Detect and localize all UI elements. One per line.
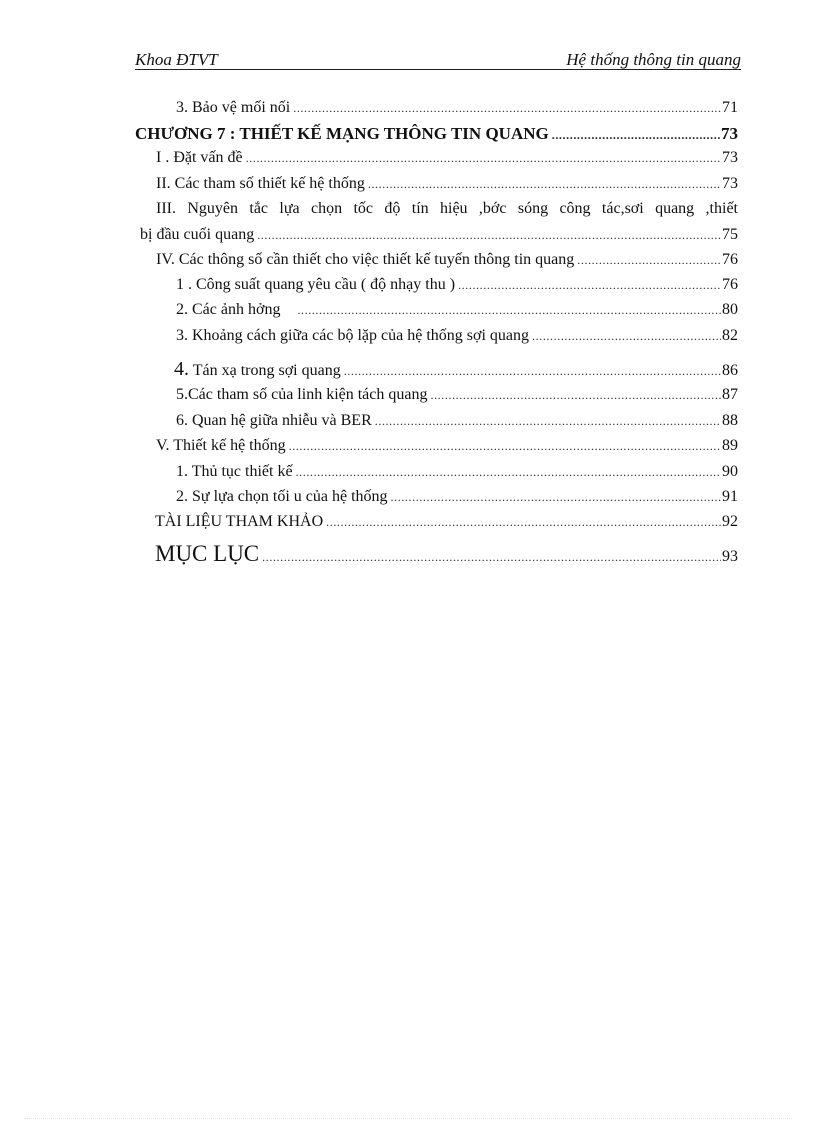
dot-leader xyxy=(368,177,721,192)
toc-entry-title: I . Đặt vấn đề xyxy=(156,149,243,166)
toc-entry[interactable] xyxy=(155,541,738,567)
dot-leader xyxy=(257,228,721,243)
dot-leader xyxy=(262,550,721,565)
toc-entry[interactable] xyxy=(176,99,738,117)
toc-entry-page: 87 xyxy=(722,386,738,403)
toc-entry-page: 76 xyxy=(722,251,738,268)
toc-entry-page: 93 xyxy=(722,548,738,565)
toc-entry[interactable] xyxy=(156,149,738,167)
toc-entry[interactable] xyxy=(176,327,738,345)
toc-entry-page: 82 xyxy=(722,327,738,344)
dot-leader xyxy=(297,303,721,318)
toc-entry[interactable] xyxy=(156,437,738,455)
toc-entry-page: 91 xyxy=(722,488,738,505)
toc-entry-page: 71 xyxy=(722,99,738,116)
toc-entry[interactable] xyxy=(156,175,738,193)
dot-leader xyxy=(577,253,721,268)
toc-entry-page: 86 xyxy=(722,362,738,379)
toc-entry-page: 80 xyxy=(722,301,738,318)
toc-entry-wrapped-line[interactable]: III. Nguyên tắc lựa chọn tốc độ tín hiệu ,bớc sóng công tác,sơi quang ,thiết xyxy=(156,200,738,217)
dot-leader xyxy=(344,364,721,379)
toc-entry-page: 76 xyxy=(722,276,738,293)
toc-entry[interactable] xyxy=(176,488,738,506)
toc-entry-title: 3. Khoảng cách giữa các bộ lặp của hệ thống sợi quang xyxy=(176,327,530,344)
toc-entry[interactable] xyxy=(156,251,738,269)
toc-entry[interactable] xyxy=(140,226,738,244)
toc-entry-title: 2. Sự lựa chọn tối u của hệ thống xyxy=(176,488,388,505)
dot-leader xyxy=(532,329,721,344)
toc-entry-title: IV. Các thông số cần thiết cho việc thiết kế tuyến thông tin quang xyxy=(156,251,575,268)
toc-entry-page: 92 xyxy=(722,513,738,530)
toc-entry-title: bị đầu cuối quang xyxy=(140,226,255,243)
dot-leader xyxy=(296,465,721,480)
toc-entry-title: MỤC LỤC xyxy=(155,541,260,566)
dot-leader xyxy=(552,128,720,143)
toc-entry-page: 75 xyxy=(722,226,738,243)
page-bottom-rule xyxy=(24,1118,792,1120)
toc-entry-title: 1 . Công suất quang yêu cầu ( độ nhạy thu ) xyxy=(176,276,456,293)
toc-entry[interactable] xyxy=(174,358,738,381)
toc-entry-page: 73 xyxy=(722,175,738,192)
toc-entry-title: V. Thiết kế hệ thống xyxy=(156,437,286,454)
toc-entry[interactable] xyxy=(176,301,738,319)
toc-entry-page: 88 xyxy=(722,412,738,429)
toc-entry-page: 73 xyxy=(722,149,738,166)
toc-entry-title: II. Các tham số thiết kế hệ thống xyxy=(156,175,365,192)
toc-entry-title: 2. Các ảnh hởng xyxy=(176,301,281,318)
toc-entry-title: 1. Thủ tục thiết kế xyxy=(176,463,293,480)
dot-leader xyxy=(458,278,721,293)
dot-leader xyxy=(375,414,721,429)
toc-entry-title: CHƯƠNG 7 : THIẾT KẾ MẠNG THÔNG TIN QUANG xyxy=(135,124,549,143)
dot-leader xyxy=(391,490,721,505)
toc-entry-page: 90 xyxy=(722,463,738,480)
dot-leader xyxy=(326,515,721,530)
header-document-title: Hệ thống thông tin quang xyxy=(566,50,741,69)
toc-entry-page: 89 xyxy=(722,437,738,454)
toc-entry[interactable] xyxy=(176,386,738,404)
toc-entry[interactable] xyxy=(176,412,738,430)
toc-chapter-heading[interactable] xyxy=(135,124,738,144)
toc-entry[interactable] xyxy=(176,276,738,294)
toc-entry-title: 6. Quan hệ giữa nhiễu và BER xyxy=(176,412,372,429)
toc-entry-number: 4. xyxy=(174,358,189,380)
page-header xyxy=(135,50,741,70)
toc-entry-page: 73 xyxy=(721,124,738,143)
toc-entry-title: 3. Bảo vệ mối nối xyxy=(176,99,291,116)
toc-entry-title: 5.Các tham số của linh kiện tách quang xyxy=(176,386,428,403)
dot-leader xyxy=(293,101,721,116)
toc-entry[interactable] xyxy=(176,463,738,481)
dot-leader xyxy=(289,439,721,454)
dot-leader xyxy=(246,151,721,166)
toc-entry-label: Tán xạ trong sợi quang xyxy=(189,362,341,379)
toc-entry[interactable] xyxy=(155,513,738,531)
dot-leader xyxy=(430,388,721,403)
toc-entry-title: TÀI LIỆU THAM KHẢO xyxy=(155,513,324,530)
header-department: Khoa ĐTVT xyxy=(135,50,218,69)
toc-entry-title xyxy=(174,358,344,381)
